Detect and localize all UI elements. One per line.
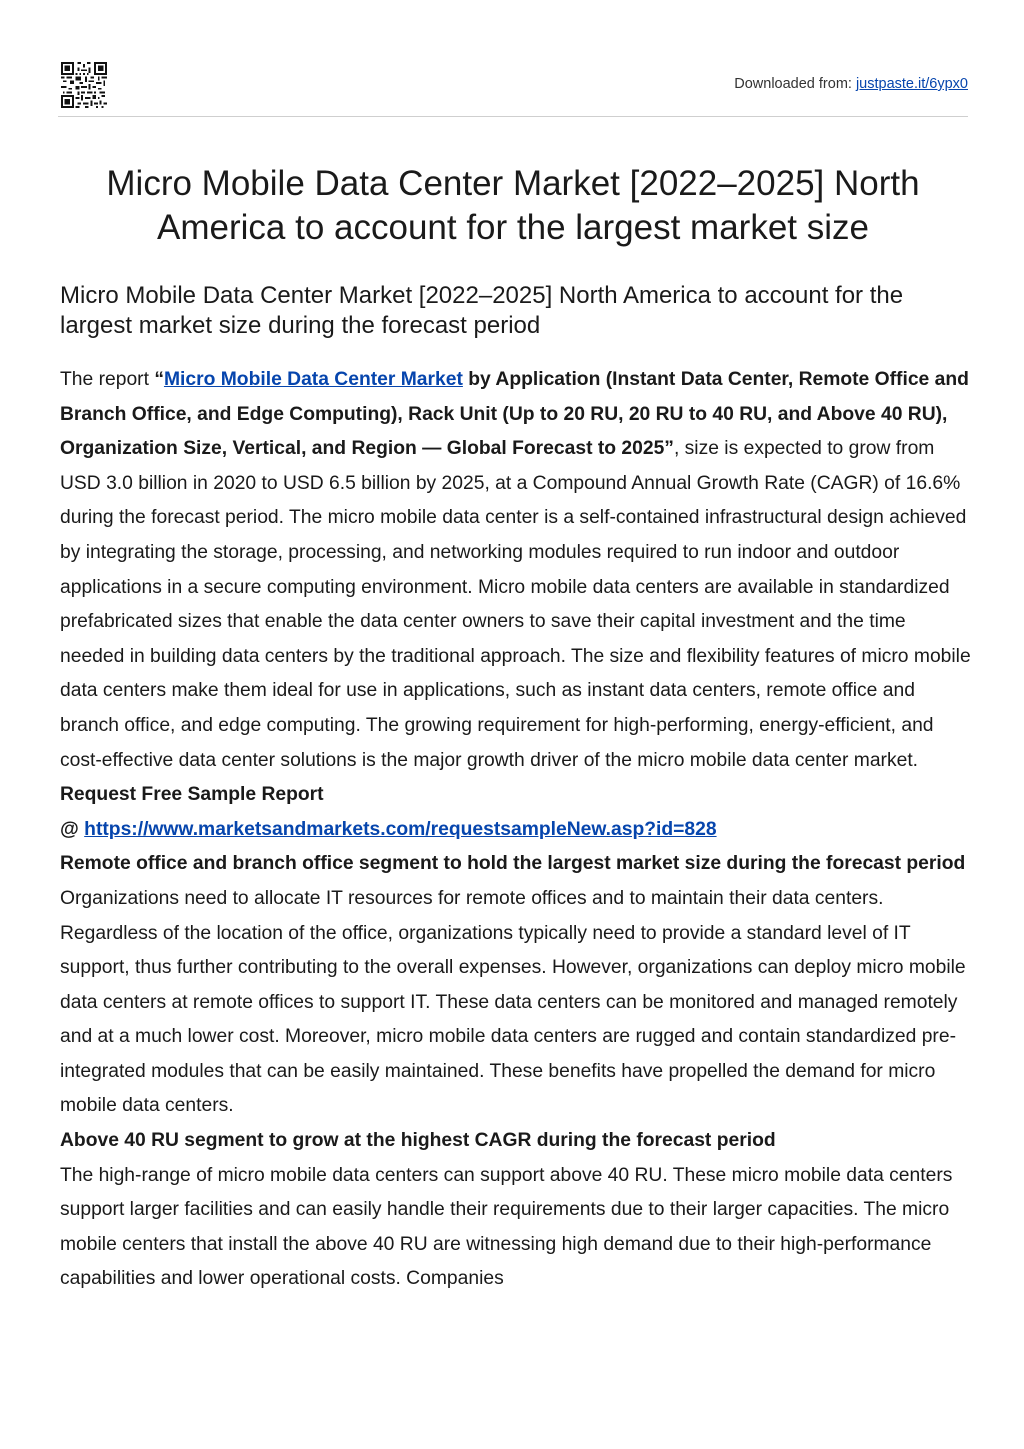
sample-request-link[interactable] [84, 819, 716, 840]
open-quote: “ [154, 369, 164, 390]
page-header [58, 60, 968, 117]
report-link[interactable] [164, 369, 463, 390]
section-heading-text: Above 40 RU segment to grow at the highest CAGR during the forecast period [60, 1130, 776, 1152]
intro-prefix: The report [60, 369, 155, 390]
section-heading [60, 847, 972, 882]
section-paragraph: Organizations need to allocate IT resources for remote offices and to maintain their data centers. Regardless of the location of the office, organizations typically need to provide a standard level of IT support, thus further contributing to the overall expenses. However, organizations can deploy micro mobile data centers at remote offices to support IT. These data centers can be monitored and managed remotely and at a much lower cost. Moreover, micro mobile data centers are rugged and contain standardized pre-integrated modules that can be easily maintained. These benefits have propelled the demand for micro mobile data centers. [60, 887, 966, 1117]
sample-at: @ [60, 818, 85, 840]
sample-label [60, 778, 972, 813]
page-title: Micro Mobile Data Center Market [2022–2025] North America to account for the largest market size [106, 164, 920, 247]
qr-code-icon [61, 62, 107, 108]
sample-url: https://www.marketsandmarkets.com/requestsampleNew.asp?id=828 [84, 818, 717, 840]
intro-text: , size is expected to grow from USD 3.0 billion in 2020 to USD 6.5 billion by 2025, at a Compound Annual Growth Rate (CAGR) of 16.6% during the forecast period. The micro mobile data center is a self-contained infrastructural design achieved by integrating the storage, processing, and networking modules required to run indoor and outdoor applications in a secure computing environment. Micro mobile data centers are available in standardized prefabricated sizes that enable the data center owners to save their capital investment and the time needed in building data centers by the traditional approach. The size and flexibility features of micro mobile data centers make them ideal for use in applications, such as instant data centers, remote office and branch office, and edge computing. The growing requirement for high-performing, energy-efficient, and cost-effective data center solutions is the major growth driver of the micro mobile data center market. [60, 438, 971, 771]
sample-label-text: Request Free Sample Report [60, 784, 324, 806]
section-heading-text: Remote office and branch office segment to hold the largest market size during the forecast period [60, 853, 966, 875]
section-paragraph: The high-range of micro mobile data centers can support above 40 RU. These micro mobile data centers support larger facilities and can easily handle their requirements due to their larger capacities. The micro mobile centers that install the above 40 RU are witnessing high demand due to their high-performance capabilities and lower operational costs. Companies [60, 1164, 953, 1290]
sample-link-line [60, 813, 972, 848]
source-link[interactable]: justpaste.it/6ypx0 [855, 76, 968, 92]
section-heading [60, 1124, 972, 1159]
report-title-rest: by Application (Instant Data Center, Remote Office and Branch Office, and Edge Computing), Rack Unit (Up to 20 RU, 20 RU to 40 RU, and Above 40 RU), Organization Size, Vertical, and Region — Global Forecast to 2025” [60, 369, 969, 460]
downloaded-label: Downloaded from: [734, 76, 852, 92]
downloaded-from [734, 76, 968, 92]
page-subtitle: Micro Mobile Data Center Market [2022–2025] North America to account for the largest market size during the forecast period [60, 282, 904, 339]
article-body [60, 363, 972, 1297]
intro-paragraph [60, 363, 972, 778]
report-link-label: Micro Mobile Data Center Market [163, 369, 463, 390]
